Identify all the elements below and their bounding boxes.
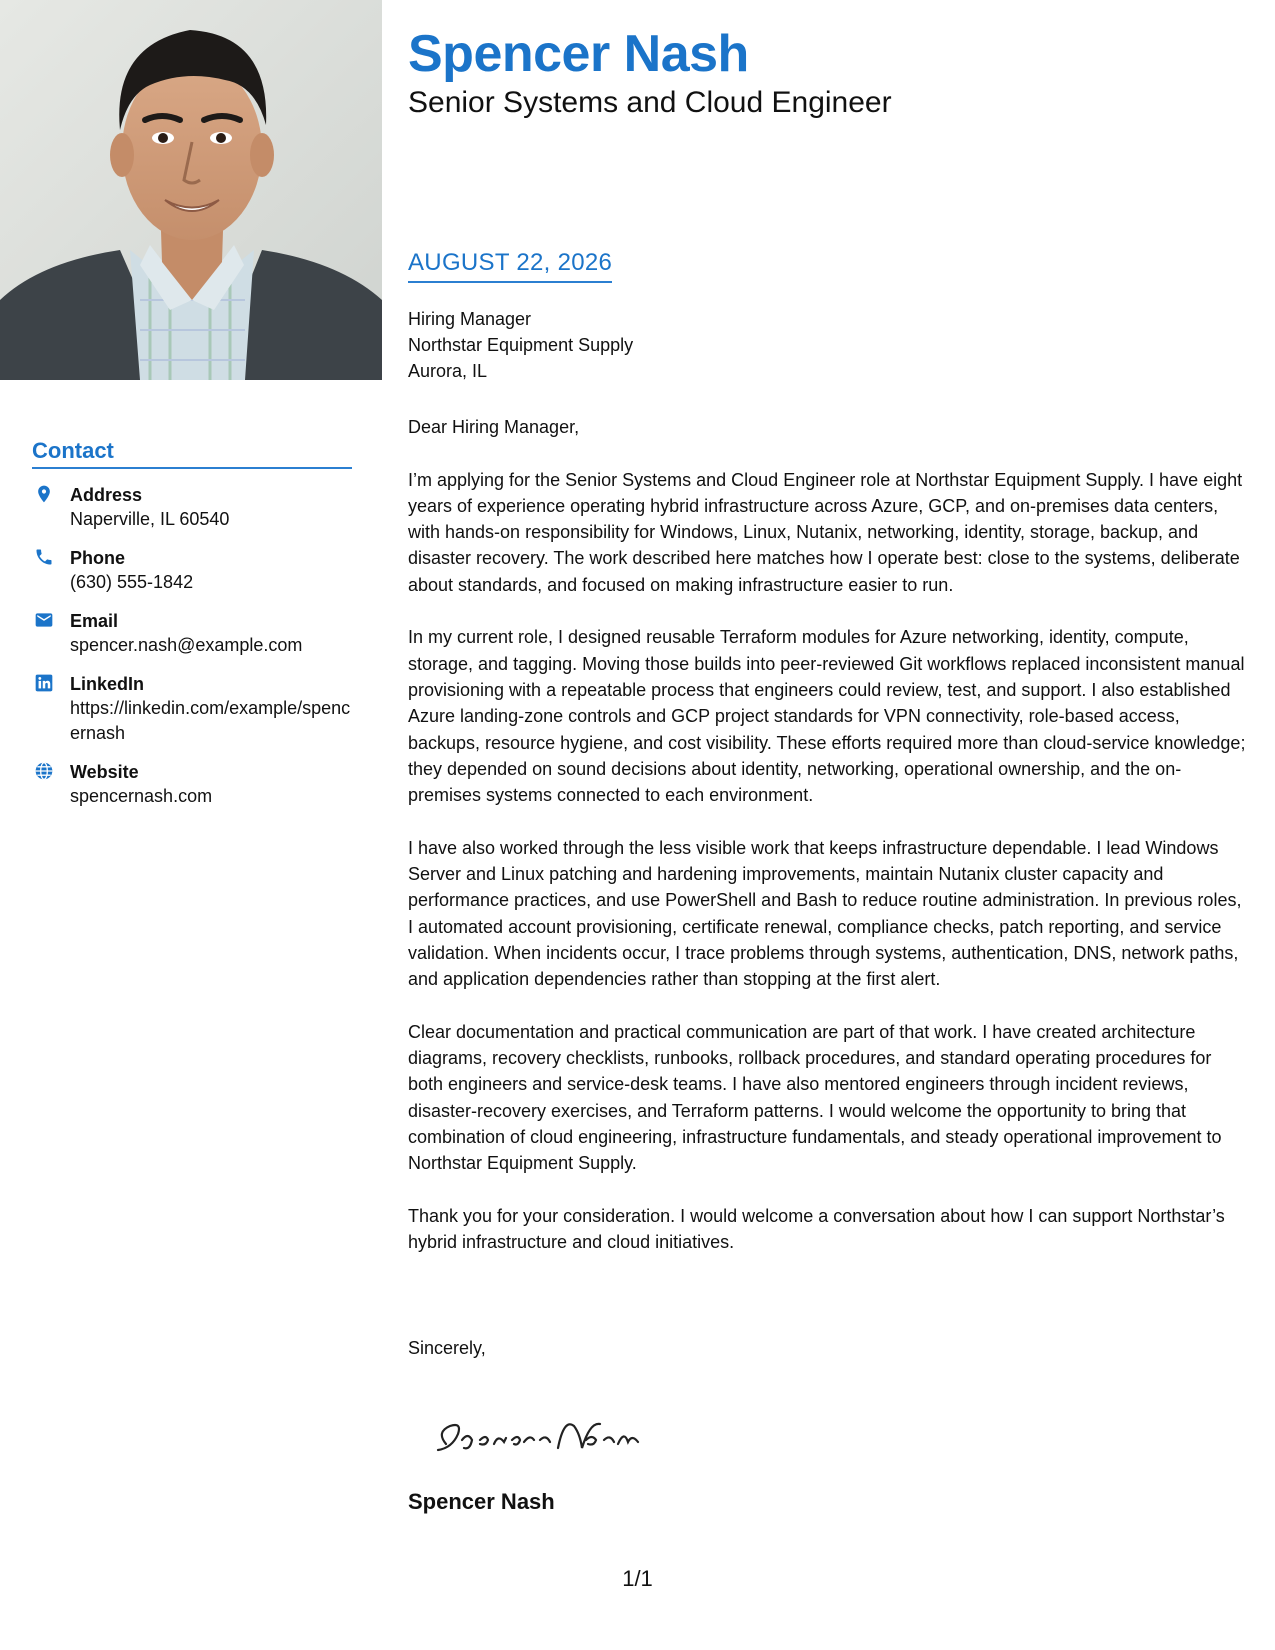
contact-sidebar — [32, 438, 352, 809]
contact-phone — [32, 546, 352, 595]
contact-value[interactable]: spencer.nash@example.com — [70, 635, 303, 655]
page-number: 1/1 — [622, 1566, 653, 1591]
paragraph: Thank you for your consideration. I would welcome a conversation about how I can support Northstar’s hybrid infrastructure and cloud initiatives. — [408, 1205, 1225, 1253]
contact-label: Website — [70, 762, 139, 782]
paragraph: In my current role, I designed reusable Terraform modules for Azure networking, identity, compute, storage, and tagging. Moving those builds into peer-reviewed Git workflows replaced inconsistent manual provisioning with a repeatable process that engineers could review, test, and support. I also established Azure landing-zone controls and GCP project standards for VPN connectivity, role-based access, backups, resource hygiene, and cost visibility. These efforts required more than cloud-service knowledge; they depended on sound decisions about identity, networking, operational ownership, and the on-premises systems connected to each environment. — [408, 627, 1246, 806]
recipient-line: Northstar Equipment Supply — [408, 335, 634, 355]
email-icon — [34, 610, 54, 630]
contact-value[interactable]: spencernash.com — [70, 786, 213, 806]
signed-name: Spencer Nash — [408, 1489, 555, 1514]
contact-value: Naperville, IL 60540 — [70, 509, 230, 529]
contact-label: Email — [70, 611, 119, 631]
linkedin-icon — [34, 673, 54, 693]
contact-heading: Contact — [32, 438, 352, 469]
contact-label: Address — [70, 485, 143, 505]
paragraph: I’m applying for the Senior Systems and Cloud Engineer role at Northstar Equipment Supply. I have eight years of experience operating hybrid infrastructure across Azure, GCP, and on-premises data centers, with hands-on responsibility for Windows, Linux, Nutanix, networking, identity, storage, backup, and disaster recovery. The work described here matches how I operate best: close to the systems, deliberate about standards, and focused on making infrastructure easier to run. — [408, 469, 1243, 595]
contact-email — [32, 609, 352, 658]
handwritten-signature — [428, 1404, 668, 1464]
letter-main — [408, 24, 1248, 1514]
recipient-block — [408, 306, 633, 384]
contact-label: LinkedIn — [70, 674, 145, 694]
job-title: Senior Systems and Cloud Engineer — [408, 86, 892, 119]
contact-address — [32, 483, 352, 532]
contact-website — [32, 760, 352, 809]
paragraph: I have also worked through the less visible work that keeps infrastructure dependable. I lead Windows Server and Linux patching and hardening improvements, maintain Nutanix cluster capacity and performance practices, and use PowerShell and Bash to reduce routine administration. In previous roles, I automated account provisioning, certificate renewal, compliance checks, patch reporting, and service validation. When incidents occur, I trace problems through systems, authentication, DNS, network paths, and application dependencies rather than stopping at the first alert. — [408, 837, 1242, 990]
letter-date: AUGUST 22, 2026 — [408, 249, 612, 283]
contact-linkedin — [32, 672, 352, 746]
phone-icon — [34, 547, 54, 567]
recipient-line: Hiring Manager — [408, 309, 532, 329]
paragraph: Clear documentation and practical communication are part of that work. I have created architecture diagrams, recovery checklists, runbooks, rollback procedures, and standard operating procedures for both engineers and service-desk teams. I have also mentored engineers through incident reviews, disaster-recovery exercises, and Terraform patterns. I would welcome the opportunity to bring that combination of cloud engineering, infrastructure fundamentals, and steady operational improvement to Northstar Equipment Supply. — [408, 1021, 1222, 1174]
profile-photo — [0, 0, 382, 380]
contact-value[interactable]: https://linkedin.com/example/spencernash — [70, 698, 351, 743]
letter-body — [408, 414, 1248, 1282]
applicant-name: Spencer Nash — [408, 25, 749, 83]
globe-icon — [34, 761, 54, 781]
closing: Sincerely, — [408, 1338, 486, 1358]
recipient-line: Aurora, IL — [408, 361, 488, 381]
contact-value: (630) 555-1842 — [70, 572, 194, 592]
contact-label: Phone — [70, 548, 126, 568]
location-pin-icon — [34, 484, 54, 504]
salutation: Dear Hiring Manager, — [408, 417, 580, 437]
